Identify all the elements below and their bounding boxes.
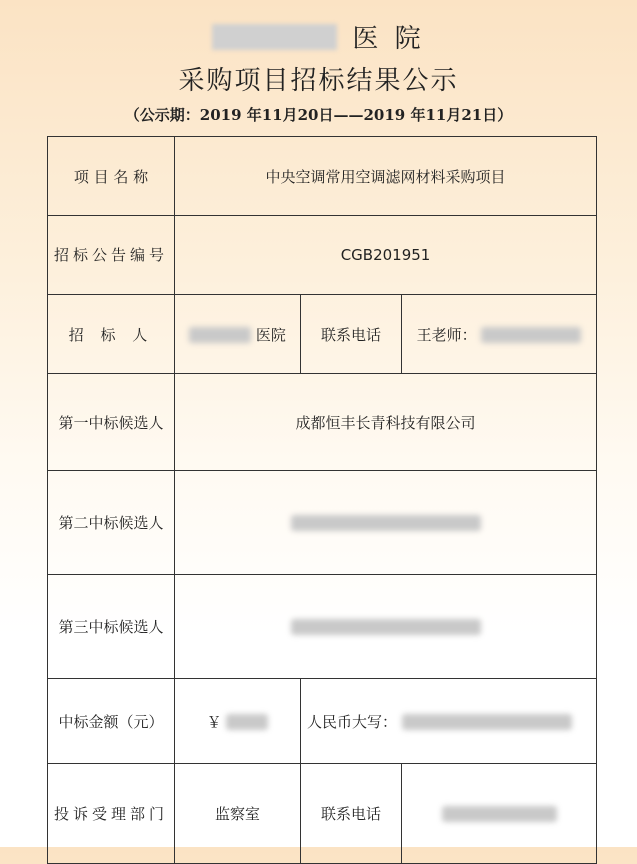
second-candidate-label: 第二中标候选人 <box>48 471 175 575</box>
row-notice-no <box>48 216 597 295</box>
redacted-second-candidate <box>291 515 481 531</box>
row-tenderer <box>48 295 597 374</box>
complaint-label: 投诉受理部门 <box>48 764 175 864</box>
result-table <box>47 136 597 864</box>
row-project-name <box>48 137 597 216</box>
third-candidate-value <box>175 575 597 679</box>
complaint-phone-label: 联系电话 <box>301 764 402 864</box>
first-candidate-value: 成都恒丰长青科技有限公司 <box>175 374 597 471</box>
redacted-hospital-name <box>212 24 337 50</box>
tenderer-suffix: 医院 <box>255 325 286 344</box>
contact-person: 王老师： <box>416 325 477 344</box>
project-name-label: 项 目 名 称 <box>48 137 175 216</box>
amount-upper-label: 人民币大写： <box>307 712 398 731</box>
hospital-suffix: 医 院 <box>352 24 425 54</box>
row-amount <box>48 679 597 764</box>
second-candidate-value <box>175 471 597 575</box>
page-title: 采购项目招标结果公示 <box>178 66 459 96</box>
complaint-phone-value <box>402 764 597 864</box>
third-candidate-label: 第三中标候选人 <box>48 575 175 679</box>
amount-value <box>175 679 301 764</box>
redacted-amount-upper <box>402 714 572 730</box>
notice-no-label: 招标公告编号 <box>48 216 175 295</box>
amount-label: 中标金额（元） <box>48 679 175 764</box>
tenderer-label: 招 标 人 <box>48 295 175 374</box>
redacted-complaint-phone <box>442 806 557 822</box>
project-name-value: 中央空调常用空调滤网材料采购项目 <box>175 137 597 216</box>
amount-upper-value <box>301 679 597 764</box>
tenderer-value <box>175 295 301 374</box>
contact-phone-label: 联系电话 <box>301 295 402 374</box>
first-candidate-label: 第一中标候选人 <box>48 374 175 471</box>
row-third-candidate <box>48 575 597 679</box>
row-complaint <box>48 764 597 864</box>
redacted-amount <box>226 714 268 730</box>
contact-person-value <box>402 295 597 374</box>
notice-no-value: CGB201951 <box>175 216 597 295</box>
redacted-tenderer-name <box>189 327 251 343</box>
amount-prefix: ￥ <box>206 712 222 731</box>
header-hospital-line <box>0 18 637 58</box>
row-first-candidate <box>48 374 597 471</box>
redacted-contact-phone <box>481 327 581 343</box>
complaint-dept-value: 监察室 <box>175 764 301 864</box>
row-second-candidate <box>48 471 597 575</box>
publicity-period: （公示期：2019 年11月20日——2019 年11月21日） <box>124 106 513 124</box>
redacted-third-candidate <box>291 619 481 635</box>
